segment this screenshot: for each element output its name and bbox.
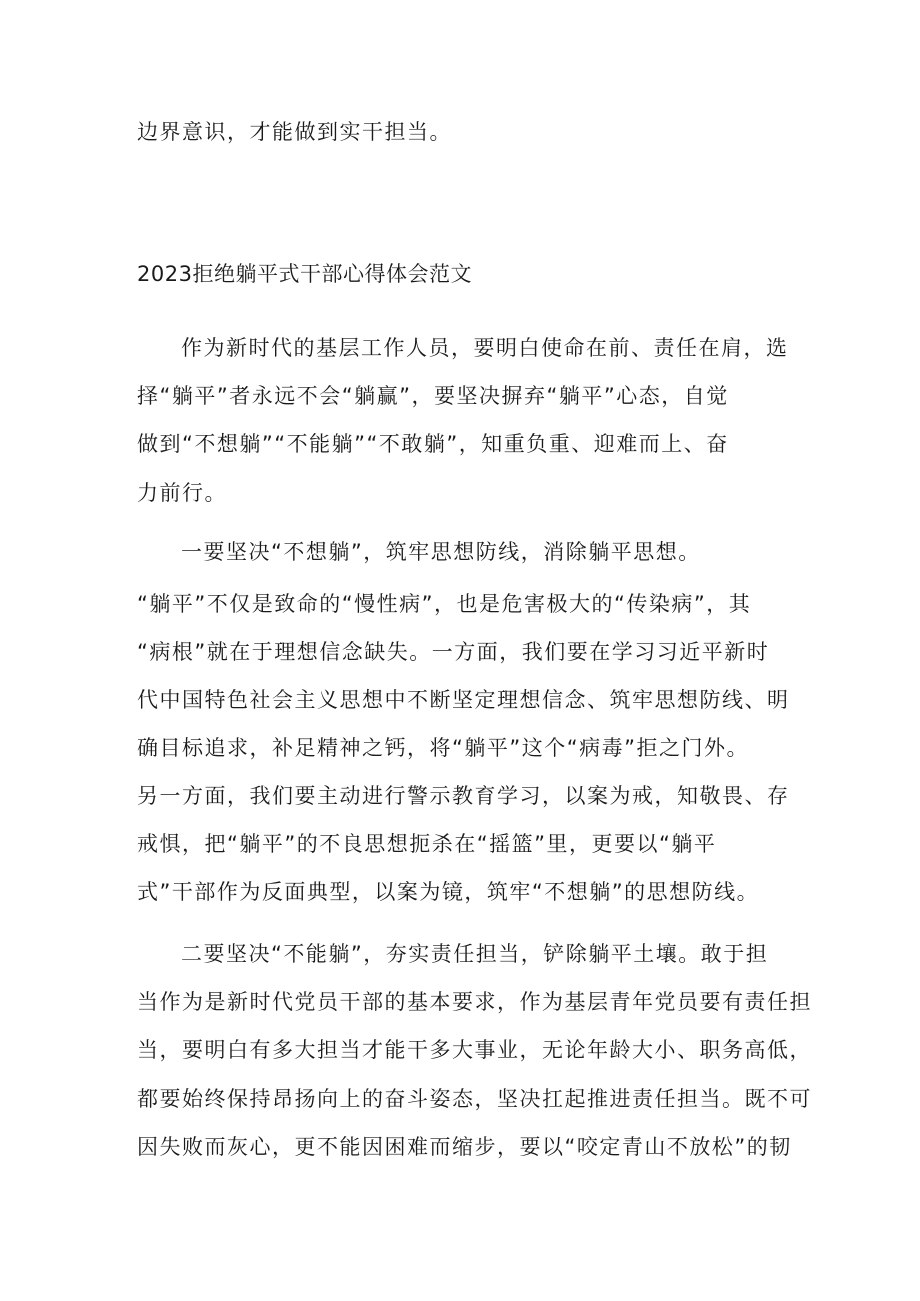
paragraph-3-line-5: 因失败而灰心，更不能因困难而缩步，要以“咬定青山不放松”的韧 xyxy=(137,1135,792,1159)
paragraph-2-line-3: “病根”就在于理想信念缺失。一方面，我们要在学习习近平新时 xyxy=(137,640,770,664)
paragraph-3-line-1: 二要坚决“不能躺”，夯实责任担当，铲除躺平土壤。敢于担 xyxy=(181,942,769,966)
paragraph-2-line-5: 确目标追求，补足精神之钙，将“躺平”这个“病毒”拒之门外。 xyxy=(137,736,750,760)
document-title: 2023拒绝躺平式干部心得体会范文 xyxy=(137,262,472,286)
paragraph-1-line-1: 作为新时代的基层工作人员，要明白使命在前、责任在肩，选 xyxy=(181,336,789,360)
paragraph-1-line-2: 择“躺平”者永远不会“躺赢”，要坚决摒弃“躺平”心态，自觉 xyxy=(137,384,729,408)
paragraph-2-line-8: 式”干部作为反面典型，以案为镜，筑牢“不想躺”的思想防线。 xyxy=(137,880,760,904)
paragraph-2-line-7: 戒惧，把“躺平”的不良思想扼杀在“摇篮”里，更要以“躺平 xyxy=(137,832,717,856)
paragraph-1-line-3: 做到“不想躺”“不能躺”“不敢躺”，知重负重、迎难而上、奋 xyxy=(137,432,729,456)
paragraph-3-line-4: 都要始终保持昂扬向上的奋斗姿态，坚决扛起推进责任担当。既不可 xyxy=(137,1087,812,1111)
paragraph-2-line-4: 代中国特色社会主义思想中不断坚定理想信念、筑牢思想防线、明 xyxy=(137,688,790,712)
paragraph-2-line-2: “躺平”不仅是致命的“慢性病”，也是危害极大的“传染病”，其 xyxy=(137,592,752,616)
paragraph-3-line-3: 当，要明白有多大担当才能干多大事业，无论年龄大小、职务高低， xyxy=(137,1038,812,1062)
carryover-line: 边界意识，才能做到实干担当。 xyxy=(137,120,452,144)
paragraph-2-line-1: 一要坚决“不想躺”，筑牢思想防线，消除躺平思想。 xyxy=(181,540,701,564)
paragraph-2-line-6: 另一方面，我们要主动进行警示教育学习，以案为戒，知敬畏、存 xyxy=(137,784,790,808)
paragraph-1-line-4: 力前行。 xyxy=(137,481,227,505)
paragraph-3-line-2: 当作为是新时代党员干部的基本要求，作为基层青年党员要有责任担 xyxy=(137,990,812,1014)
